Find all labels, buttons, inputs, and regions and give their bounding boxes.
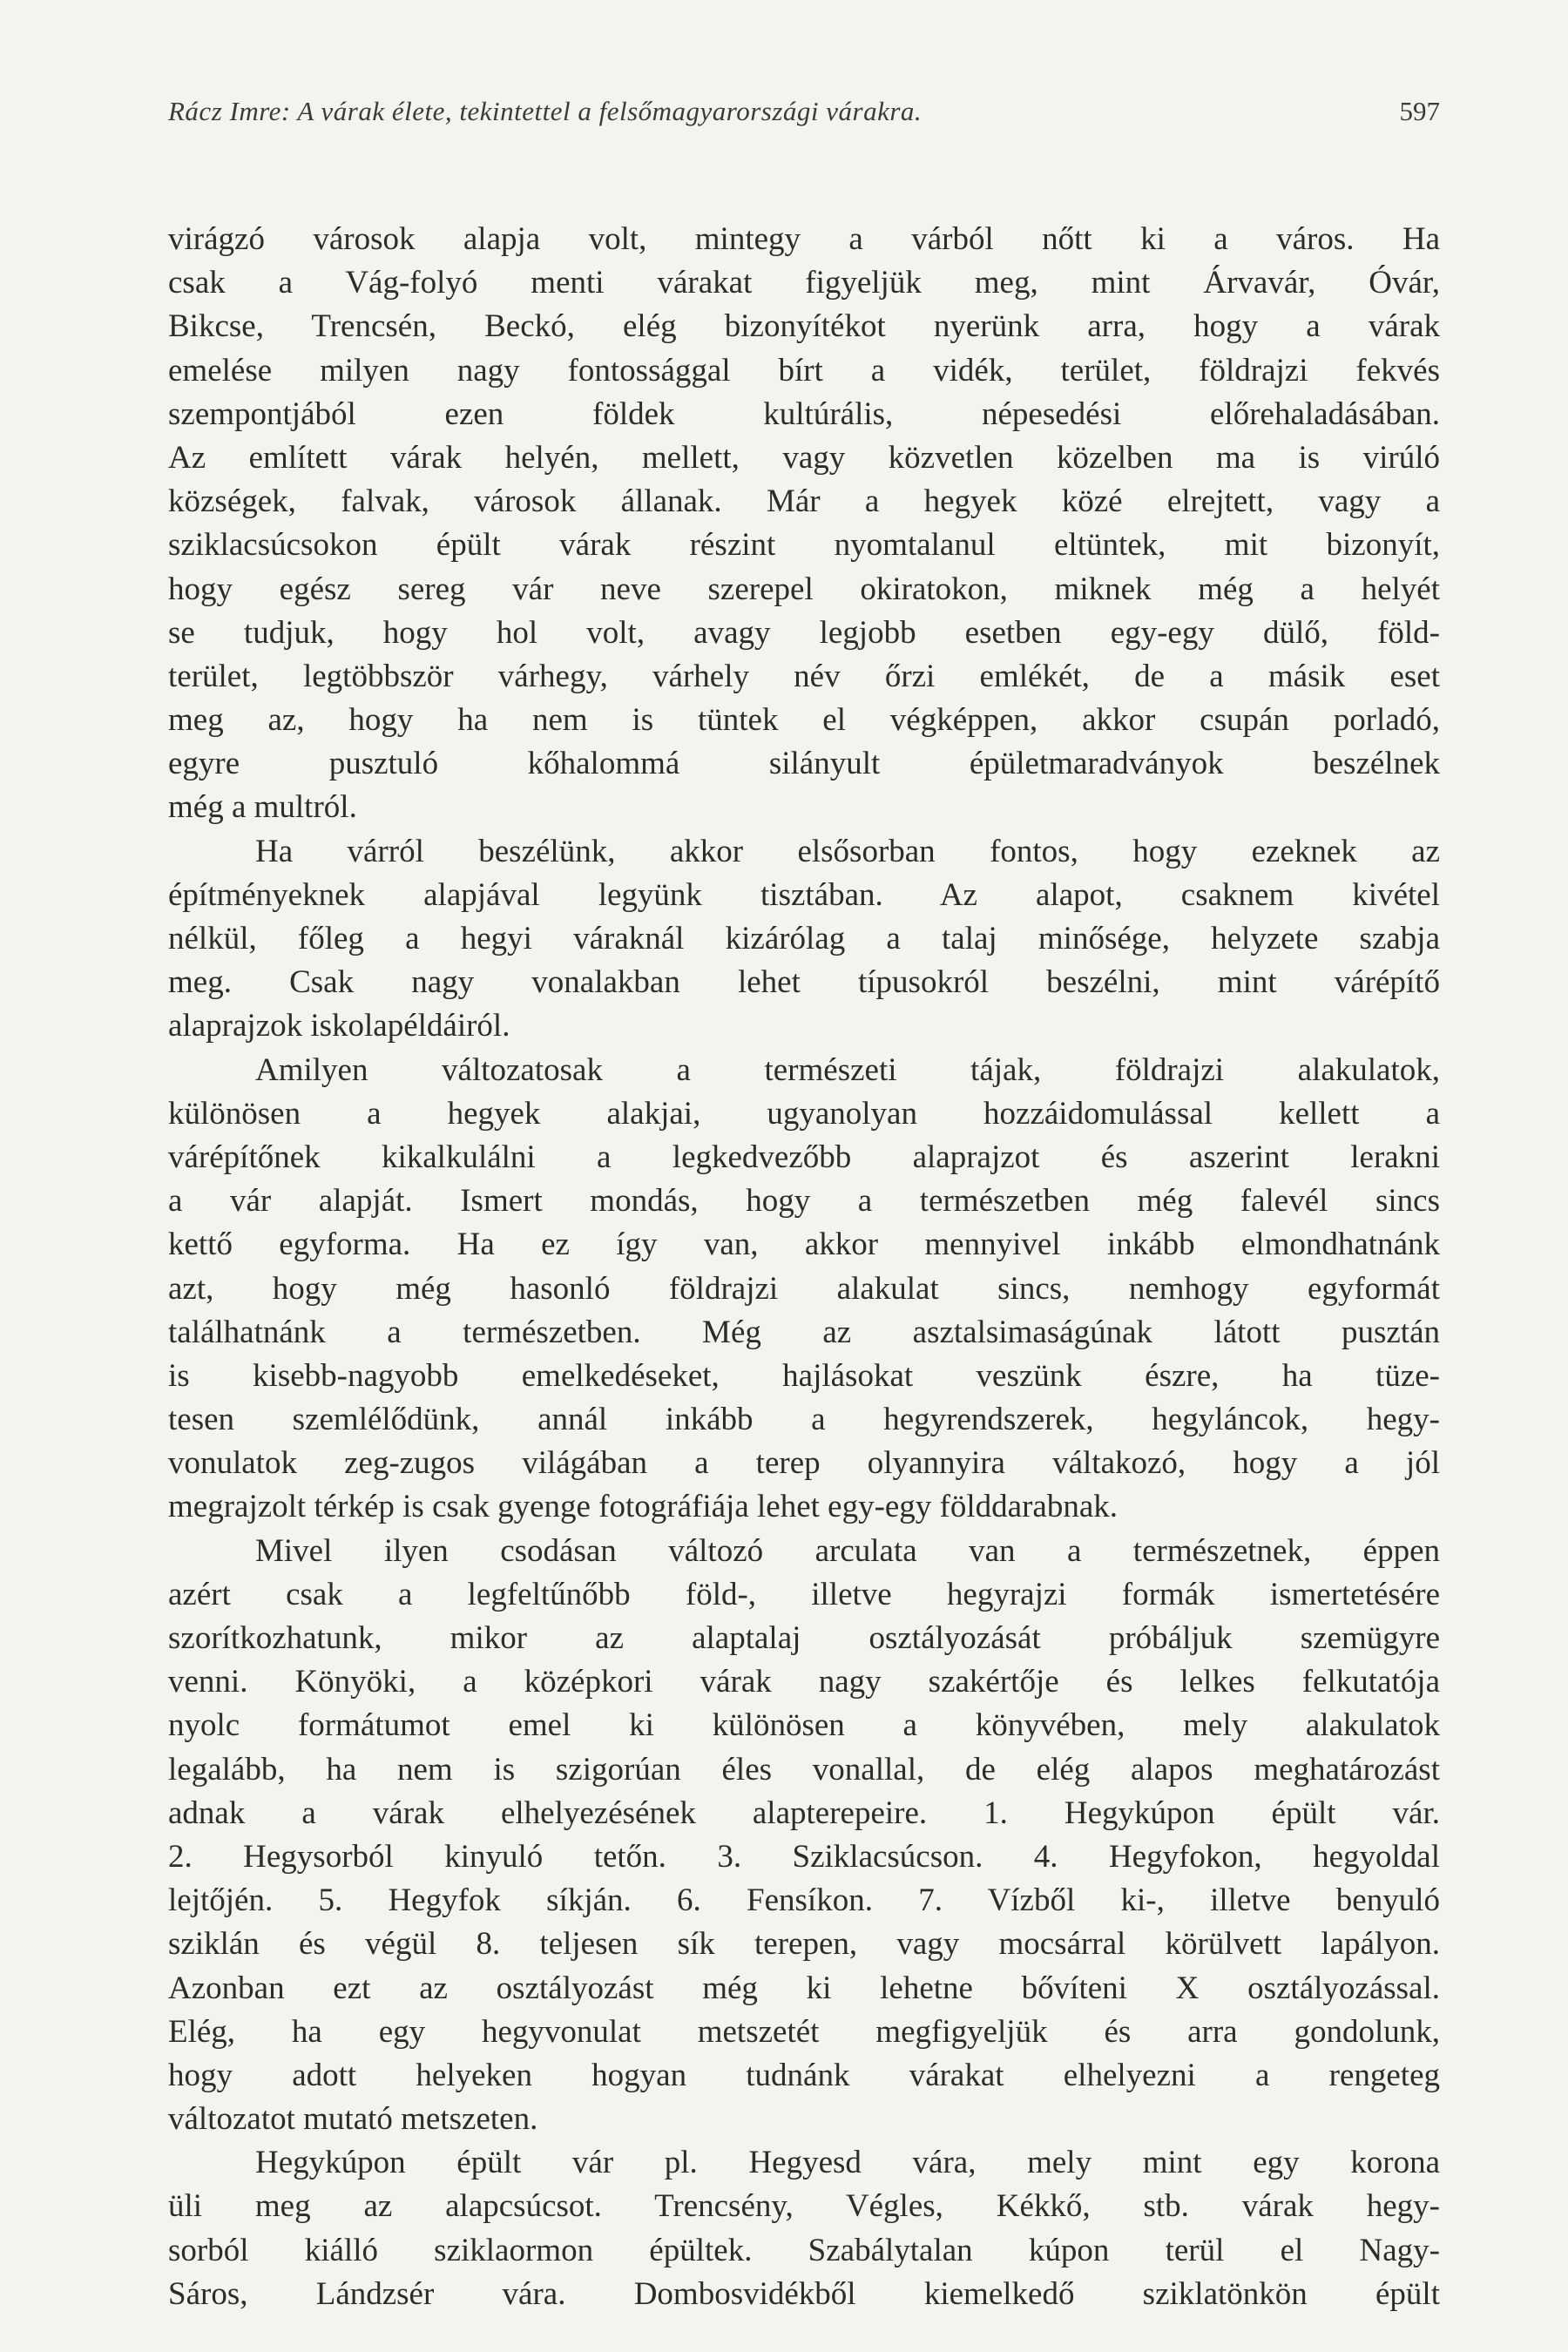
- running-header-title: Rácz Imre: A várak élete, tekintettel a felsőmagyarországi várakra.: [168, 96, 923, 126]
- text-line: egyre pusztuló kőhalommá silányult épületmaradványok beszélnek: [168, 746, 1440, 782]
- text-line: Sáros, Lándzsér vára. Dombosvidékből kiemelkedő sziklatönkön épült: [168, 2275, 1440, 2312]
- text-line: szorítkozhatunk, mikor az alaptalaj osztályozását próbáljuk szemügyre: [168, 1620, 1440, 1656]
- text-line: lejtőjén. 5. Hegyfok síkján. 6. Fensíkon. 7. Vízből ki-, illetve benyuló: [168, 1882, 1440, 1919]
- text-line: szempontjából ezen földek kultúrális, népesedési előrehaladásában.: [168, 395, 1440, 432]
- text-line: 2. Hegysorból kinyuló tetőn. 3. Sziklacsúcson. 4. Hegyfokon, hegyoldal: [168, 1838, 1440, 1875]
- text-line: Bikcse, Trencsén, Beckó, elég bizonyítékot nyerünk arra, hogy a várak: [168, 308, 1440, 345]
- text-line: különösen a hegyek alakjai, ugyanolyan hozzáidomulással kellett a: [168, 1095, 1440, 1132]
- text-line: a vár alapját. Ismert mondás, hogy a természetben még falevél sincs: [168, 1183, 1440, 1220]
- text-line: Hegykúpon épült vár pl. Hegyesd vára, mely mint egy korona: [255, 2145, 1440, 2181]
- text-line: megrajzolt térkép is csak gyenge fotográfiája lehet egy-egy földdarabnak.: [168, 1489, 1119, 1525]
- text-line: legalább, ha nem is szigorúan éles vonallal, de elég alapos meghatározást: [168, 1751, 1440, 1788]
- text-line: terület, legtöbbször várhegy, várhely név őrzi emlékét, de a másik eset: [168, 658, 1440, 694]
- text-line: virágzó városok alapja volt, mintegy a várból nőtt ki a város. Ha: [168, 221, 1440, 257]
- text-line: emelése milyen nagy fontossággal bírt a vidék, terület, földrajzi fekvés: [168, 352, 1440, 389]
- text-line: azt, hogy még hasonló földrajzi alakulat sincs, nemhogy egyformát: [168, 1270, 1440, 1307]
- body-text: [168, 218, 1440, 2316]
- text-line: hogy egész sereg vár neve szerepel okiratokon, miknek még a helyét: [168, 571, 1440, 607]
- text-line: Elég, ha egy hegyvonulat metszetét megfigyeljük és arra gondolunk,: [168, 2013, 1440, 2050]
- text-line: kettő egyforma. Ha ez így van, akkor mennyivel inkább elmondhatnánk: [168, 1227, 1440, 1263]
- text-line: Ha várról beszélünk, akkor elsősorban fontos, hogy ezeknek az: [255, 833, 1440, 869]
- text-line: venni. Könyöki, a középkori várak nagy szakértője és lelkes felkutatója: [168, 1664, 1440, 1700]
- text-line: községek, falvak, városok állanak. Már a hegyek közé elrejtett, vagy a: [168, 483, 1440, 520]
- text-line: meg. Csak nagy vonalakban lehet típusokról beszélni, mint várépítő: [168, 964, 1440, 1001]
- text-line: hogy adott helyeken hogyan tudnánk várakat elhelyezni a rengeteg: [168, 2057, 1440, 2093]
- text-line: változatot mutató metszeten.: [168, 2101, 538, 2138]
- text-line: Azonban ezt az osztályozást még ki lehetne bővíteni X osztályozással.: [168, 1970, 1440, 2006]
- text-line: üli meg az alapcsúcsot. Trencsény, Végles, Kékkő, stb. várak hegy-: [168, 2188, 1440, 2225]
- text-line: vonulatok zeg-zugos világában a terep olyannyira váltakozó, hogy a jól: [168, 1445, 1440, 1482]
- text-line: se tudjuk, hogy hol volt, avagy legjobb esetben egy-egy dülő, föld-: [168, 614, 1440, 651]
- text-line: találhatnánk a természetben. Még az asztalsimaságúnak látott pusztán: [168, 1314, 1440, 1350]
- text-line: meg az, hogy ha nem is tüntek el végképpen, akkor csupán porladó,: [168, 702, 1440, 739]
- text-line: adnak a várak elhelyezésének alapterepeire. 1. Hegykúpon épült vár.: [168, 1794, 1440, 1831]
- text-line: alaprajzok iskolapéldáiról.: [168, 1008, 510, 1044]
- text-line: Mivel ilyen csodásan változó arculata van a természetnek, éppen: [255, 1532, 1440, 1569]
- text-line: nyolc formátumot emel ki különösen a könyvében, mely alakulatok: [168, 1707, 1440, 1744]
- text-line: sziklacsúcsokon épült várak részint nyomtalanul eltüntek, mit bizonyít,: [168, 527, 1440, 564]
- text-line: építményeknek alapjával legyünk tisztában. Az alapot, csaknem kivétel: [168, 876, 1440, 913]
- text-line: nélkül, főleg a hegyi váraknál kizárólag a talaj minősége, helyzete szabja: [168, 921, 1440, 956]
- text-line: sziklán és végül 8. teljesen sík terepen, vagy mocsárral körülvett lapályon.: [168, 1926, 1440, 1963]
- text-line: sorból kiálló sziklaormon épültek. Szabálytalan kúpon terül el Nagy-: [168, 2232, 1440, 2268]
- text-line: tesen szemlélődünk, annál inkább a hegyrendszerek, hegyláncok, hegy-: [168, 1402, 1440, 1438]
- page-number: 597: [1399, 96, 1440, 126]
- text-line: azért csak a legfeltűnőbb föld-, illetve hegyrajzi formák ismertetésére: [168, 1576, 1440, 1612]
- running-header: [168, 96, 1440, 139]
- text-line: még a multról.: [168, 789, 357, 826]
- text-line: várépítőnek kikalkulálni a legkedvezőbb alaprajzot és aszerint lerakni: [168, 1139, 1440, 1175]
- text-line: is kisebb-nagyobb emelkedéseket, hajlásokat veszünk észre, ha tüze-: [168, 1357, 1440, 1394]
- text-line: Az említett várak helyén, mellett, vagy közvetlen közelben ma is virúló: [168, 439, 1440, 476]
- text-line: csak a Vág-folyó menti várakat figyeljük meg, mint Árvavár, Óvár,: [168, 265, 1440, 301]
- text-line: Amilyen változatosak a természeti tájak, földrajzi alakulatok,: [255, 1051, 1440, 1088]
